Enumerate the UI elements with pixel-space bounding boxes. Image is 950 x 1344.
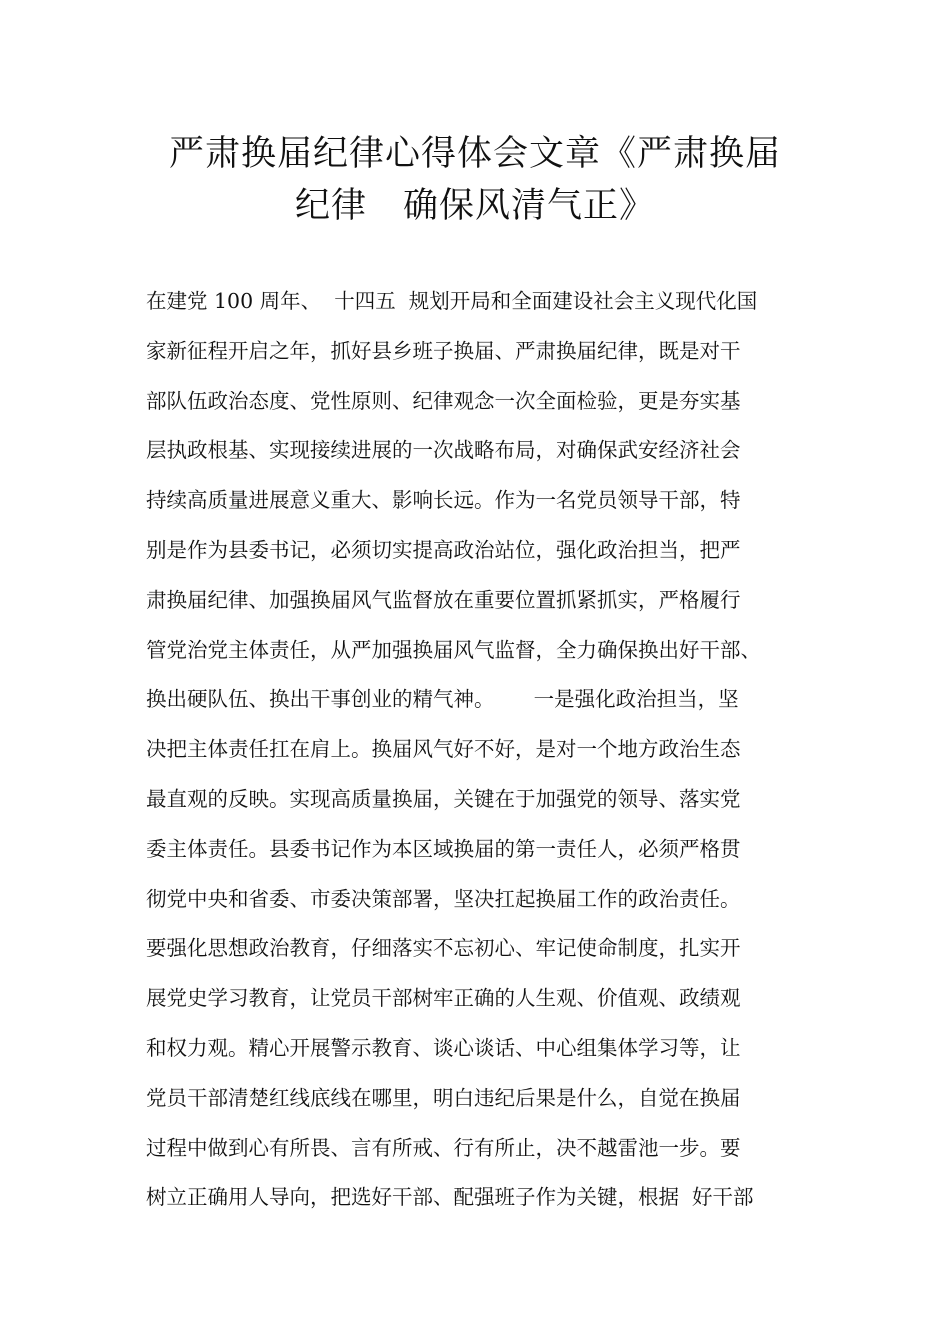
body-line: 肃换届纪律、加强换届风气监督放在重要位置抓紧抓实，严格履行 [146, 587, 741, 612]
body-line: 党员干部清楚红线底线在哪里，明白违纪后果是什么，自觉在换届 [146, 1085, 741, 1110]
body-line: 换出硬队伍、换出干事创业的精气神。 一是强化政治担当，坚 [146, 687, 739, 712]
body-line: 委主体责任。县委书记作为本区域换届的第一责任人，必须严格贯 [146, 836, 741, 861]
body-line: 树立正确用人导向，把选好干部、配强班子作为关键，根据 好干部 [146, 1185, 754, 1210]
body-line: 层执政根基、实现接续进展的一次战略布局，对确保武安经济社会 [146, 438, 741, 463]
body-line: 决把主体责任扛在肩上。换届风气好不好，是对一个地方政治生态 [146, 737, 741, 762]
body-line: 和权力观。精心开展警示教育、谈心谈话、中心组集体学习等，让 [146, 1035, 741, 1060]
document-body [146, 277, 866, 1223]
body-line: 家新征程开启之年，抓好县乡班子换届、严肃换届纪律，既是对干 [146, 338, 741, 363]
body-line: 过程中做到心有所畏、言有所戒、行有所止，决不越雷池一步。要 [146, 1135, 741, 1160]
body-line: 彻党中央和省委、市委决策部署，坚决扛起换届工作的政治责任。 [146, 886, 741, 911]
body-line: 管党治党主体责任，从严加强换届风气监督，全力确保换出好干部、 [146, 637, 761, 662]
body-line: 部队伍政治态度、党性原则、纪律观念一次全面检验，更是夯实基 [146, 388, 741, 413]
document-title [100, 128, 850, 232]
body-line: 在建党 100 周年、 十四五 规划开局和全面建设社会主义现代化国 [146, 289, 758, 313]
body-line: 最直观的反映。实现高质量换届，关键在于加强党的领导、落实党 [146, 786, 741, 811]
body-line: 持续高质量进展意义重大、影响长远。作为一名党员领导干部，特 [146, 488, 741, 513]
body-line: 展党史学习教育，让党员干部树牢正确的人生观、价值观、政绩观 [146, 986, 741, 1011]
body-line: 要强化思想政治教育，仔细落实不忘初心、牢记使命制度，扎实开 [146, 936, 741, 961]
title-line-1: 严肃换届纪律心得体会文章《严肃换届 [168, 134, 781, 174]
title-line-2: 纪律 确保风清气正》 [294, 186, 655, 226]
body-line: 别是作为县委书记，必须切实提高政治站位，强化政治担当，把严 [146, 537, 741, 562]
